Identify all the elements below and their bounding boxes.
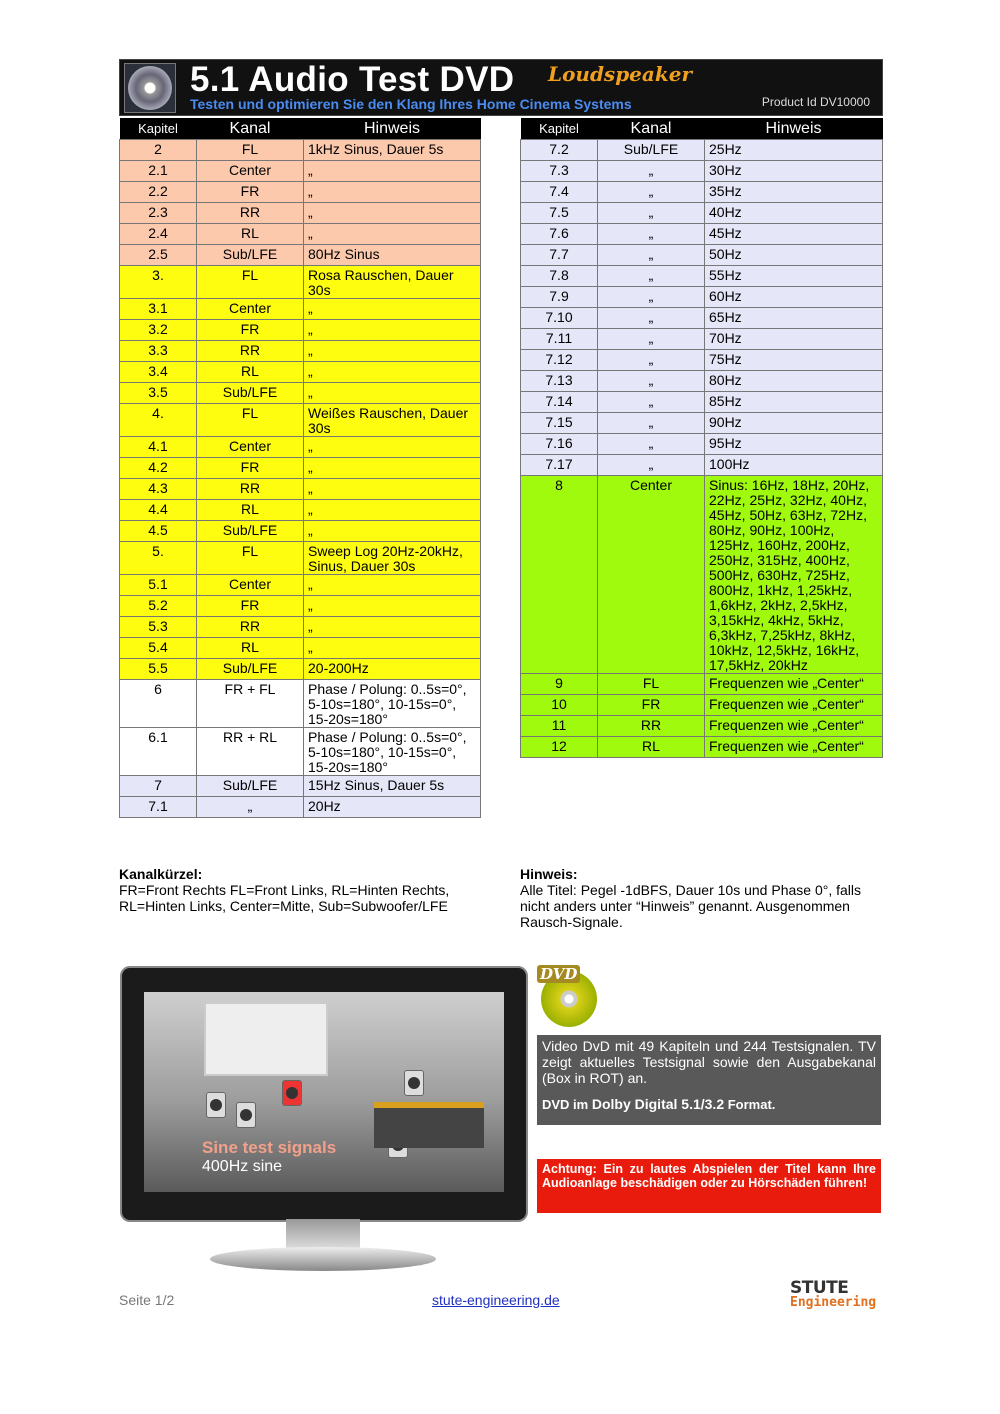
cell-hinweis: „ bbox=[304, 203, 481, 224]
cell-kanal: FR + FL bbox=[197, 680, 304, 728]
cell-kanal: RR bbox=[197, 203, 304, 224]
table-row bbox=[120, 680, 481, 728]
table-row bbox=[120, 404, 481, 437]
table-row bbox=[120, 299, 481, 320]
cell-hinweis: 50Hz bbox=[705, 245, 883, 266]
cell-kapitel: 6 bbox=[120, 680, 197, 728]
cell-kanal: „ bbox=[598, 329, 705, 350]
cell-hinweis: 20-200Hz bbox=[304, 659, 481, 680]
cell-kanal: FR bbox=[197, 182, 304, 203]
table-row bbox=[120, 203, 481, 224]
cell-kanal: FL bbox=[197, 266, 304, 299]
table-row bbox=[521, 245, 883, 266]
cell-kanal: Sub/LFE bbox=[197, 521, 304, 542]
format-name: Dolby Digital 5.1/3.2 bbox=[591, 1096, 725, 1112]
table-row bbox=[521, 392, 883, 413]
cell-kanal: Sub/LFE bbox=[598, 140, 705, 161]
cell-hinweis: 100Hz bbox=[705, 455, 883, 476]
cell-hinweis: „ bbox=[304, 320, 481, 341]
cell-hinweis: 15Hz Sinus, Dauer 5s bbox=[304, 776, 481, 797]
cell-kapitel: 5.1 bbox=[120, 575, 197, 596]
screen-caption-title: Sine test signals bbox=[202, 1138, 337, 1157]
table-row bbox=[521, 161, 883, 182]
cell-kapitel: 6.1 bbox=[120, 728, 197, 776]
page-subtitle: Testen und optimieren Sie den Klang Ihres Home Cinema Systems bbox=[190, 96, 632, 112]
screen-caption-sub: 400Hz sine bbox=[202, 1158, 283, 1175]
cell-kapitel: 7.4 bbox=[521, 182, 598, 203]
page-title: 5.1 Audio Test DVD bbox=[190, 60, 515, 99]
cell-kanal: „ bbox=[598, 161, 705, 182]
cell-kanal: „ bbox=[598, 224, 705, 245]
wall-screen bbox=[204, 1002, 328, 1076]
format-suffix: Format. bbox=[724, 1097, 776, 1112]
website-link[interactable]: stute-engineering.de bbox=[432, 1292, 560, 1308]
speaker-icon bbox=[206, 1092, 226, 1118]
cell-kapitel: 2 bbox=[120, 140, 197, 161]
cell-hinweis: 95Hz bbox=[705, 434, 883, 455]
warning-box: Achtung: Ein zu lautes Abspielen der Titel kann Ihre Audioanlage beschädigen oder zu Hörschäden führen! bbox=[537, 1159, 881, 1213]
cell-kapitel: 5.4 bbox=[120, 638, 197, 659]
cell-kanal: FR bbox=[598, 695, 705, 716]
table-row bbox=[120, 320, 481, 341]
dvd-icon bbox=[537, 965, 599, 1027]
cell-hinweis: „ bbox=[304, 362, 481, 383]
cell-hinweis: „ bbox=[304, 479, 481, 500]
cell-kanal: RL bbox=[598, 737, 705, 758]
table-row bbox=[120, 521, 481, 542]
cell-kapitel: 7.16 bbox=[521, 434, 598, 455]
chapter-table-right bbox=[520, 118, 883, 758]
cell-kanal: RR bbox=[197, 341, 304, 362]
cell-hinweis: 30Hz bbox=[705, 161, 883, 182]
cell-hinweis: „ bbox=[304, 500, 481, 521]
table-row bbox=[120, 542, 481, 575]
table-row bbox=[120, 728, 481, 776]
cell-kanal: „ bbox=[598, 245, 705, 266]
cell-kapitel: 5.3 bbox=[120, 617, 197, 638]
cell-kapitel: 2.1 bbox=[120, 161, 197, 182]
cell-kanal: „ bbox=[598, 392, 705, 413]
cell-hinweis: 35Hz bbox=[705, 182, 883, 203]
table-row bbox=[521, 476, 883, 674]
speaker-active-icon bbox=[282, 1080, 302, 1106]
cell-kanal: Center bbox=[197, 299, 304, 320]
cell-kapitel: 4. bbox=[120, 404, 197, 437]
table-row bbox=[521, 203, 883, 224]
note-text: Alle Titel: Pegel -1dBFS, Dauer 10s und Phase 0°, falls nicht anders unter “Hinweis” genannt. Ausgenommen Rausch-Signale. bbox=[520, 882, 862, 930]
cell-hinweis: 45Hz bbox=[705, 224, 883, 245]
cell-hinweis: 55Hz bbox=[705, 266, 883, 287]
cell-hinweis: 90Hz bbox=[705, 413, 883, 434]
cell-kanal: „ bbox=[598, 455, 705, 476]
cell-kapitel: 5.2 bbox=[120, 596, 197, 617]
cell-hinweis: Frequenzen wie „Center“ bbox=[705, 737, 883, 758]
cell-kanal: „ bbox=[598, 203, 705, 224]
cell-kapitel: 3.3 bbox=[120, 341, 197, 362]
format-line bbox=[542, 1096, 876, 1113]
cell-kanal: „ bbox=[598, 434, 705, 455]
table-row bbox=[120, 797, 481, 818]
brand-top: STUTE bbox=[790, 1278, 849, 1298]
table-row bbox=[521, 350, 883, 371]
table-row bbox=[120, 479, 481, 500]
cell-kanal: RL bbox=[197, 362, 304, 383]
cell-hinweis: „ bbox=[304, 437, 481, 458]
cell-hinweis: 60Hz bbox=[705, 287, 883, 308]
cell-kapitel: 7.5 bbox=[521, 203, 598, 224]
cell-kanal: FR bbox=[197, 458, 304, 479]
cell-hinweis: „ bbox=[304, 224, 481, 245]
cell-kapitel: 7.14 bbox=[521, 392, 598, 413]
dvd-label: DVD bbox=[537, 965, 580, 983]
info-text: Video DvD mit 49 Kapiteln und 244 Testsignalen. TV zeigt aktuelles Testsignal sowie den Ausgabekanal (Box in ROT) an. bbox=[542, 1038, 876, 1086]
cell-kapitel: 7 bbox=[120, 776, 197, 797]
table-row bbox=[120, 182, 481, 203]
cell-kapitel: 7.12 bbox=[521, 350, 598, 371]
dvd-info-box bbox=[537, 1035, 881, 1125]
cell-kanal: „ bbox=[598, 266, 705, 287]
table-row bbox=[521, 434, 883, 455]
monitor-stand bbox=[286, 1219, 360, 1249]
cell-kanal: FR bbox=[197, 320, 304, 341]
table-row bbox=[120, 362, 481, 383]
table-header-row bbox=[521, 118, 883, 140]
cell-kapitel: 7.2 bbox=[521, 140, 598, 161]
cell-kapitel: 4.4 bbox=[120, 500, 197, 521]
cell-kanal: FL bbox=[197, 542, 304, 575]
cell-kanal: Sub/LFE bbox=[197, 383, 304, 404]
cell-kapitel: 2.2 bbox=[120, 182, 197, 203]
cell-kanal: „ bbox=[598, 413, 705, 434]
cell-kanal: RL bbox=[197, 500, 304, 521]
cell-kanal: Sub/LFE bbox=[197, 776, 304, 797]
general-hint-note bbox=[520, 866, 880, 930]
col-kanal: Kanal bbox=[598, 118, 705, 140]
table-row bbox=[120, 596, 481, 617]
note-title: Kanalkürzel: bbox=[119, 866, 203, 882]
cell-kapitel: 5. bbox=[120, 542, 197, 575]
cell-kanal: FL bbox=[197, 140, 304, 161]
cell-hinweis: 75Hz bbox=[705, 350, 883, 371]
table-row bbox=[521, 287, 883, 308]
cell-hinweis: 85Hz bbox=[705, 392, 883, 413]
cell-hinweis: 70Hz bbox=[705, 329, 883, 350]
table-row bbox=[521, 182, 883, 203]
note-title: Hinweis: bbox=[520, 866, 578, 882]
cell-kapitel: 7.1 bbox=[120, 797, 197, 818]
col-hinweis: Hinweis bbox=[705, 118, 883, 140]
cell-kanal: Center bbox=[197, 437, 304, 458]
cell-kapitel: 7.9 bbox=[521, 287, 598, 308]
cell-kanal: „ bbox=[598, 350, 705, 371]
cell-hinweis: 20Hz bbox=[304, 797, 481, 818]
tv-monitor-illustration bbox=[120, 966, 528, 1222]
cell-hinweis: „ bbox=[304, 617, 481, 638]
cell-hinweis: 65Hz bbox=[705, 308, 883, 329]
cell-kapitel: 8 bbox=[521, 476, 598, 674]
cell-kapitel: 3.5 bbox=[120, 383, 197, 404]
monitor-base bbox=[210, 1247, 436, 1271]
cell-hinweis: Rosa Rauschen, Dauer 30s bbox=[304, 266, 481, 299]
table-row bbox=[120, 638, 481, 659]
cell-hinweis: „ bbox=[304, 383, 481, 404]
table-header-row bbox=[120, 118, 481, 140]
brand-bottom: Engineering bbox=[790, 1295, 877, 1310]
disc-icon bbox=[128, 66, 172, 110]
tv-screen bbox=[144, 992, 504, 1192]
cell-kanal: „ bbox=[598, 287, 705, 308]
table-row bbox=[521, 224, 883, 245]
cell-kapitel: 7.11 bbox=[521, 329, 598, 350]
table-row bbox=[120, 617, 481, 638]
cell-kapitel: 7.8 bbox=[521, 266, 598, 287]
cell-hinweis: Frequenzen wie „Center“ bbox=[705, 695, 883, 716]
cell-kanal: Center bbox=[598, 476, 705, 674]
cell-hinweis: Weißes Rauschen, Dauer 30s bbox=[304, 404, 481, 437]
cell-hinweis: „ bbox=[304, 341, 481, 362]
col-kapitel: Kapitel bbox=[521, 118, 598, 140]
table-row bbox=[521, 674, 883, 695]
table-row bbox=[120, 224, 481, 245]
cell-kanal: RR bbox=[598, 716, 705, 737]
table-row bbox=[120, 266, 481, 299]
table-row bbox=[521, 455, 883, 476]
cell-kanal: RR + RL bbox=[197, 728, 304, 776]
cell-hinweis: Phase / Polung: 0..5s=0°, 5-10s=180°, 10-15s=0°, 15-20s=180° bbox=[304, 680, 481, 728]
cell-kanal: FL bbox=[197, 404, 304, 437]
cell-kapitel: 3.1 bbox=[120, 299, 197, 320]
cell-kapitel: 3.2 bbox=[120, 320, 197, 341]
cell-kanal: FR bbox=[197, 596, 304, 617]
col-hinweis: Hinweis bbox=[304, 118, 481, 140]
col-kanal: Kanal bbox=[197, 118, 304, 140]
cell-hinweis: Phase / Polung: 0..5s=0°, 5-10s=180°, 10-15s=0°, 15-20s=180° bbox=[304, 728, 481, 776]
table-row bbox=[120, 500, 481, 521]
cell-hinweis: Sinus: 16Hz, 18Hz, 20Hz, 22Hz, 25Hz, 32Hz, 40Hz, 45Hz, 50Hz, 63Hz, 72Hz, 80Hz, 90Hz, 100Hz, 125Hz, 160Hz, 200Hz, 250Hz, 315Hz, 400Hz, 500Hz, 630Hz, 725Hz, 800Hz, 1kHz, 1,25kHz, 1,6kHz, 2kHz, 2,5kHz, 3,15kHz, 4kHz, 5kHz, 6,3kHz, 7,25kHz, 8kHz, 10kHz, 12,5kHz, 16kHz, 17,5kHz, 20kHz bbox=[705, 476, 883, 674]
table-row bbox=[120, 458, 481, 479]
table-row bbox=[521, 140, 883, 161]
cell-hinweis: Frequenzen wie „Center“ bbox=[705, 716, 883, 737]
cell-kapitel: 4.3 bbox=[120, 479, 197, 500]
table-row bbox=[120, 575, 481, 596]
cell-kapitel: 7.13 bbox=[521, 371, 598, 392]
table-row bbox=[521, 308, 883, 329]
cell-hinweis: Frequenzen wie „Center“ bbox=[705, 674, 883, 695]
cell-hinweis: 80Hz bbox=[705, 371, 883, 392]
table-row bbox=[120, 776, 481, 797]
speaker-icon bbox=[404, 1070, 424, 1096]
cell-kanal: Center bbox=[197, 575, 304, 596]
table-row bbox=[120, 245, 481, 266]
cell-kapitel: 10 bbox=[521, 695, 598, 716]
format-prefix: DVD im bbox=[542, 1097, 592, 1112]
table-row bbox=[521, 329, 883, 350]
cell-kanal: „ bbox=[598, 371, 705, 392]
cell-kapitel: 7.15 bbox=[521, 413, 598, 434]
cell-kanal: RR bbox=[197, 617, 304, 638]
table-row bbox=[521, 695, 883, 716]
cell-kapitel: 4.1 bbox=[120, 437, 197, 458]
brand-logo bbox=[790, 1278, 880, 1318]
cell-kanal: Sub/LFE bbox=[197, 245, 304, 266]
dvd-cover-logo bbox=[124, 63, 176, 113]
cell-kanal: RL bbox=[197, 638, 304, 659]
table-row bbox=[120, 140, 481, 161]
cell-kapitel: 3.4 bbox=[120, 362, 197, 383]
table-row bbox=[521, 737, 883, 758]
speaker-icon bbox=[236, 1102, 256, 1128]
chapter-table-left bbox=[119, 118, 481, 818]
cell-kanal: Center bbox=[197, 161, 304, 182]
note-text: FR=Front Rechts FL=Front Links, RL=Hinten Rechts, RL=Hinten Links, Center=Mitte, Sub=Subwoofer/LFE bbox=[119, 882, 450, 914]
cell-hinweis: „ bbox=[304, 575, 481, 596]
loudspeaker-badge: Loudspeaker bbox=[548, 62, 692, 86]
cell-hinweis: „ bbox=[304, 596, 481, 617]
cell-hinweis: 25Hz bbox=[705, 140, 883, 161]
table-row bbox=[120, 659, 481, 680]
table-row bbox=[521, 266, 883, 287]
cell-kapitel: 4.2 bbox=[120, 458, 197, 479]
cell-kapitel: 7.3 bbox=[521, 161, 598, 182]
cell-kapitel: 7.6 bbox=[521, 224, 598, 245]
cell-hinweis: Sweep Log 20Hz-20kHz, Sinus, Dauer 30s bbox=[304, 542, 481, 575]
cell-kapitel: 7.7 bbox=[521, 245, 598, 266]
page-number: Seite 1/2 bbox=[119, 1292, 175, 1308]
channel-abbreviations-note bbox=[119, 866, 489, 914]
cell-hinweis: 80Hz Sinus bbox=[304, 245, 481, 266]
table-row bbox=[521, 371, 883, 392]
cell-kanal: RR bbox=[197, 479, 304, 500]
cell-kanal: FL bbox=[598, 674, 705, 695]
couch-graphic bbox=[374, 1102, 484, 1148]
col-kapitel: Kapitel bbox=[120, 118, 197, 140]
table-row bbox=[521, 716, 883, 737]
cell-kanal: „ bbox=[598, 182, 705, 203]
cell-hinweis: „ bbox=[304, 521, 481, 542]
cell-kapitel: 4.5 bbox=[120, 521, 197, 542]
cell-kanal: „ bbox=[197, 797, 304, 818]
cell-kapitel: 9 bbox=[521, 674, 598, 695]
cell-kapitel: 5.5 bbox=[120, 659, 197, 680]
cell-kanal: „ bbox=[598, 308, 705, 329]
cell-hinweis: „ bbox=[304, 458, 481, 479]
product-id: Product Id DV10000 bbox=[761, 95, 870, 109]
cell-hinweis: 40Hz bbox=[705, 203, 883, 224]
cell-kapitel: 11 bbox=[521, 716, 598, 737]
cell-hinweis: „ bbox=[304, 161, 481, 182]
cell-kapitel: 7.10 bbox=[521, 308, 598, 329]
title-banner bbox=[119, 59, 883, 116]
cell-kapitel: 2.4 bbox=[120, 224, 197, 245]
cell-kapitel: 2.5 bbox=[120, 245, 197, 266]
cell-hinweis: „ bbox=[304, 638, 481, 659]
cell-kanal: Sub/LFE bbox=[197, 659, 304, 680]
table-row bbox=[521, 413, 883, 434]
cell-kapitel: 2.3 bbox=[120, 203, 197, 224]
cell-hinweis: 1kHz Sinus, Dauer 5s bbox=[304, 140, 481, 161]
table-row bbox=[120, 341, 481, 362]
cell-kanal: RL bbox=[197, 224, 304, 245]
table-row bbox=[120, 161, 481, 182]
cell-kapitel: 3. bbox=[120, 266, 197, 299]
cell-kapitel: 7.17 bbox=[521, 455, 598, 476]
cell-hinweis: „ bbox=[304, 299, 481, 320]
table-row bbox=[120, 383, 481, 404]
cell-hinweis: „ bbox=[304, 182, 481, 203]
table-row bbox=[120, 437, 481, 458]
cell-kapitel: 12 bbox=[521, 737, 598, 758]
